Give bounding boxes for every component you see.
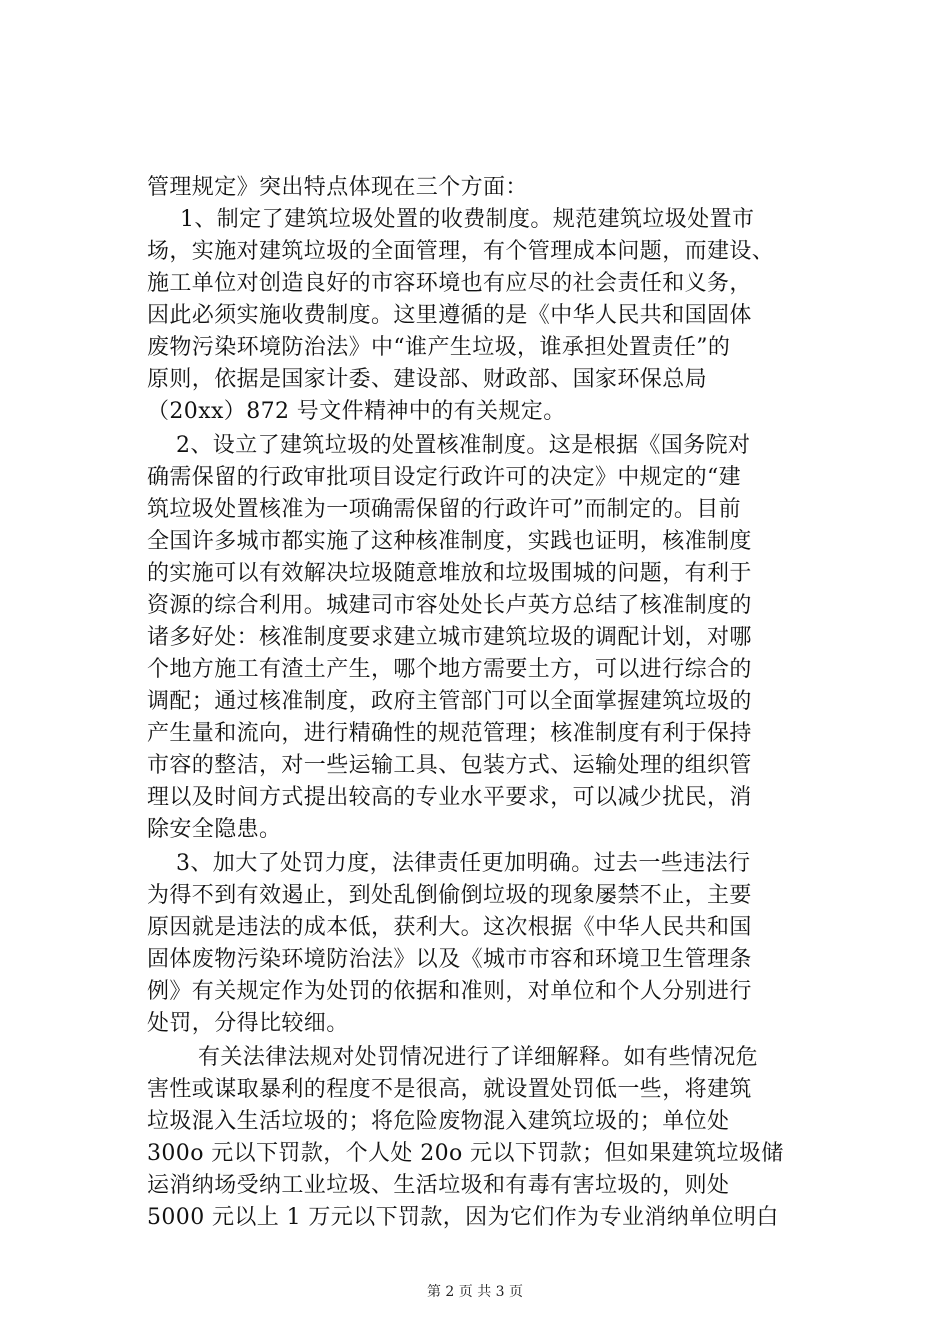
text-line: 例》有关规定作为处罚的依据和准则，对单位和个人分别进行 [147,979,752,1004]
text-line: 除安全隐患。 [147,817,282,842]
text-line: 确需保留的行政审批项目设定行政许可的决定》中规定的“建 [147,465,742,490]
text-line: （20xx）872 号文件精神中的有关规定。 [147,399,566,424]
text-line: 原因就是违法的成本低，获利大。这次根据《中华人民共和国 [147,915,752,940]
text-line: 筑垃圾处置核准为一项确需保留的行政许可”而制定的。目前 [147,497,742,522]
text-line: 调配；通过核准制度，政府主管部门可以全面掌握建筑垃圾的 [147,689,752,714]
text-line: 全国许多城市都实施了这种核准制度，实践也证明，核准制度 [147,529,752,554]
text-line: 产生量和流向，进行精确性的规范管理；核准制度有利于保持 [147,721,752,746]
text-line: 市容的整洁，对一些运输工具、包装方式、运输处理的组织管 [147,753,752,778]
text-line: 诸多好处：核准制度要求建立城市建筑垃圾的调配计划，对哪 [147,625,752,650]
text-line: 害性或谋取暴利的程度不是很高，就设置处罚低一些，将建筑 [147,1077,752,1102]
text-line: 资源的综合利用。城建司市容处处长卢英方总结了核准制度的 [147,593,752,618]
text-line: 废物污染环境防治法》中“谁产生垃圾，谁承担处置责任”的 [147,335,731,360]
text-line: 场，实施对建筑垃圾的全面管理，有个管理成本问题，而建设、 [147,239,775,264]
text-line: 1、制定了建筑垃圾处置的收费制度。规范建筑垃圾处置市 [180,207,755,232]
text-line: 5000 元以上 1 万元以下罚款，因为它们作为专业消纳单位明白 [147,1205,779,1230]
text-line: 的实施可以有效解决垃圾随意堆放和垃圾围城的问题，有利于 [147,561,752,586]
text-line: 垃圾混入生活垃圾的；将危险废物混入建筑垃圾的；单位处 [147,1109,730,1134]
text-line: 固体废物污染环境防治法》以及《城市市容和环境卫生管理条 [147,947,752,972]
text-line: 300o 元以下罚款，个人处 20o 元以下罚款；但如果建筑垃圾储 [147,1141,784,1166]
text-line: 个地方施工有渣土产生，哪个地方需要土方，可以进行综合的 [147,657,752,682]
text-line: 运消纳场受纳工业垃圾、生活垃圾和有毒有害垃圾的，则处 [147,1173,730,1198]
text-line: 理以及时间方式提出较高的专业水平要求，可以减少扰民，消 [147,785,752,810]
text-line: 为得不到有效遏止，到处乱倒偷倒垃圾的现象屡禁不止，主要 [147,883,752,908]
text-line: 有关法律法规对处罚情况进行了详细解释。如有些情况危 [198,1045,759,1070]
text-line: 处罚，分得比较细。 [147,1011,349,1036]
text-line: 2、设立了建筑垃圾的处置核准制度。这是根据《国务院对 [176,433,751,458]
page-number-footer: 第 2 页 共 3 页 [426,1284,524,1300]
text-line: 原则，依据是国家计委、建设部、财政部、国家环保总局 [147,367,708,392]
text-line: 管理规定》突出特点体现在三个方面： [147,175,528,200]
text-line: 因此必须实施收费制度。这里遵循的是《中华人民共和国固体 [147,303,752,328]
text-line: 3、加大了处罚力度，法律责任更加明确。过去一些违法行 [176,851,751,876]
text-line: 施工单位对创造良好的市容环境也有应尽的社会责任和义务， [147,271,752,296]
